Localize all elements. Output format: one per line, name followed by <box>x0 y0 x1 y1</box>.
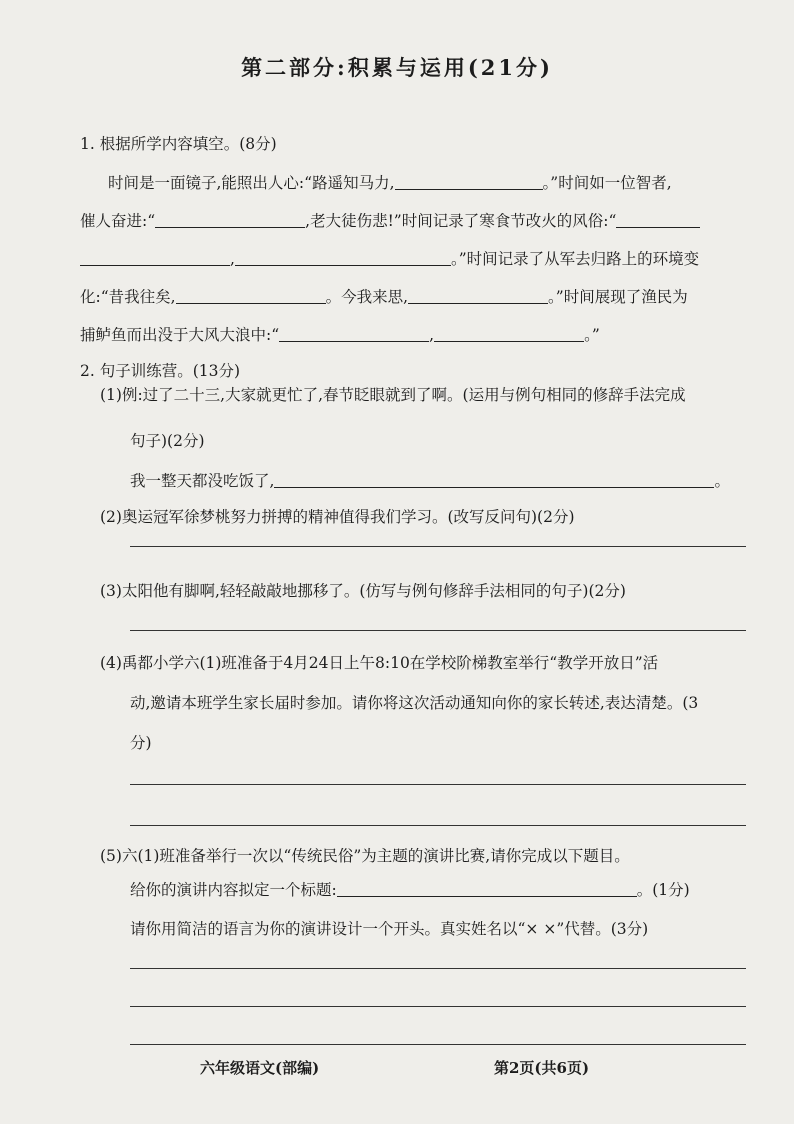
q1-line-4: 化:“昔我往矣, 。今我来思, 。”时间展现了渔民为 <box>80 288 688 306</box>
footer-page-number: 第2页(共6页) <box>494 1059 590 1077</box>
question-2-heading: 2. 句子训练营。(13分) <box>80 362 241 380</box>
q1-line-3: , 。”时间记录了从军去归路上的环境变 <box>80 249 699 269</box>
q1-blank-3[interactable] <box>616 211 700 228</box>
q1-blank-7[interactable] <box>408 287 548 304</box>
q1-blank-1[interactable] <box>395 173 543 190</box>
q1-blank-9[interactable] <box>434 325 584 342</box>
section-title: 第二部分:积累与运用(21分) <box>241 55 553 80</box>
q2-sub-4-prompt-cont: 动,邀请本班学生家长届时参加。请你将这次活动通知向你的家长转述,表达清楚。(3 <box>130 694 699 712</box>
q2-sub-1-answer-line: 我一整天都没吃饭了, 。 <box>130 472 730 490</box>
q2-sub-3-prompt: (3)太阳他有脚啊,轻轻敲敲地挪移了。(仿写与例句修辞手法相同的句子)(2分) <box>100 582 626 600</box>
q2-sub-5-answer-line-1[interactable] <box>130 968 746 969</box>
q2-sub-5-opening-task: 请你用简洁的语言为你的演讲设计一个开头。真实姓名以“× ×”代替。(3分) <box>130 920 649 938</box>
q1-blank-2[interactable] <box>155 211 305 228</box>
q1-line-1: 时间是一面镜子,能照出人心:“路遥知马力, 。”时间如一位智者, <box>108 174 672 192</box>
q1-blank-8[interactable] <box>279 325 429 342</box>
q1-blank-5[interactable] <box>235 249 451 266</box>
q2-sub-1-prompt: (1)例:过了二十三,大家就更忙了,春节眨眼就到了啊。(运用与例句相同的修辞手法完成 <box>100 386 686 404</box>
q1-line-2: 催人奋进:“ ,老大徒伤悲!”时间记录了寒食节改火的风俗:“ <box>80 211 700 231</box>
q2-sub-4-prompt-end: 分) <box>130 734 152 752</box>
q2-sub-4-answer-line-1[interactable] <box>130 784 746 785</box>
q1-line-5: 捕鲈鱼而出没于大风大浪中:“ , 。” <box>80 326 600 344</box>
q2-sub-2-answer-line[interactable] <box>130 546 746 547</box>
q1-blank-6[interactable] <box>176 287 326 304</box>
q2-sub-4-answer-line-2[interactable] <box>130 825 746 826</box>
footer-subject: 六年级语文(部编) <box>200 1059 320 1077</box>
q2-sub-5-answer-line-2[interactable] <box>130 1006 746 1007</box>
q2-sub-5-prompt: (5)六(1)班准备举行一次以“传统民俗”为主题的演讲比赛,请你完成以下题目。 <box>100 847 630 865</box>
q2-sub-2-prompt: (2)奥运冠军徐梦桃努力拼搏的精神值得我们学习。(改写反问句)(2分) <box>100 508 575 526</box>
q2-sub-3-answer-line[interactable] <box>130 630 746 631</box>
q2-sub-4-prompt: (4)禹都小学六(1)班准备于4月24日上午8:10在学校阶梯教室举行“教学开放日”活 <box>100 654 659 672</box>
q1-blank-4[interactable] <box>80 249 230 266</box>
question-1-heading: 1. 根据所学内容填空。(8分) <box>80 135 277 153</box>
q2-sub-1-blank[interactable] <box>274 471 714 488</box>
q2-sub-5-title-blank[interactable] <box>337 880 637 897</box>
q2-sub-5-answer-line-3[interactable] <box>130 1044 746 1045</box>
q2-sub-5-title-task: 给你的演讲内容拟定一个标题: 。(1分) <box>130 881 690 899</box>
q2-sub-1-prompt-cont: 句子)(2分) <box>130 432 205 450</box>
